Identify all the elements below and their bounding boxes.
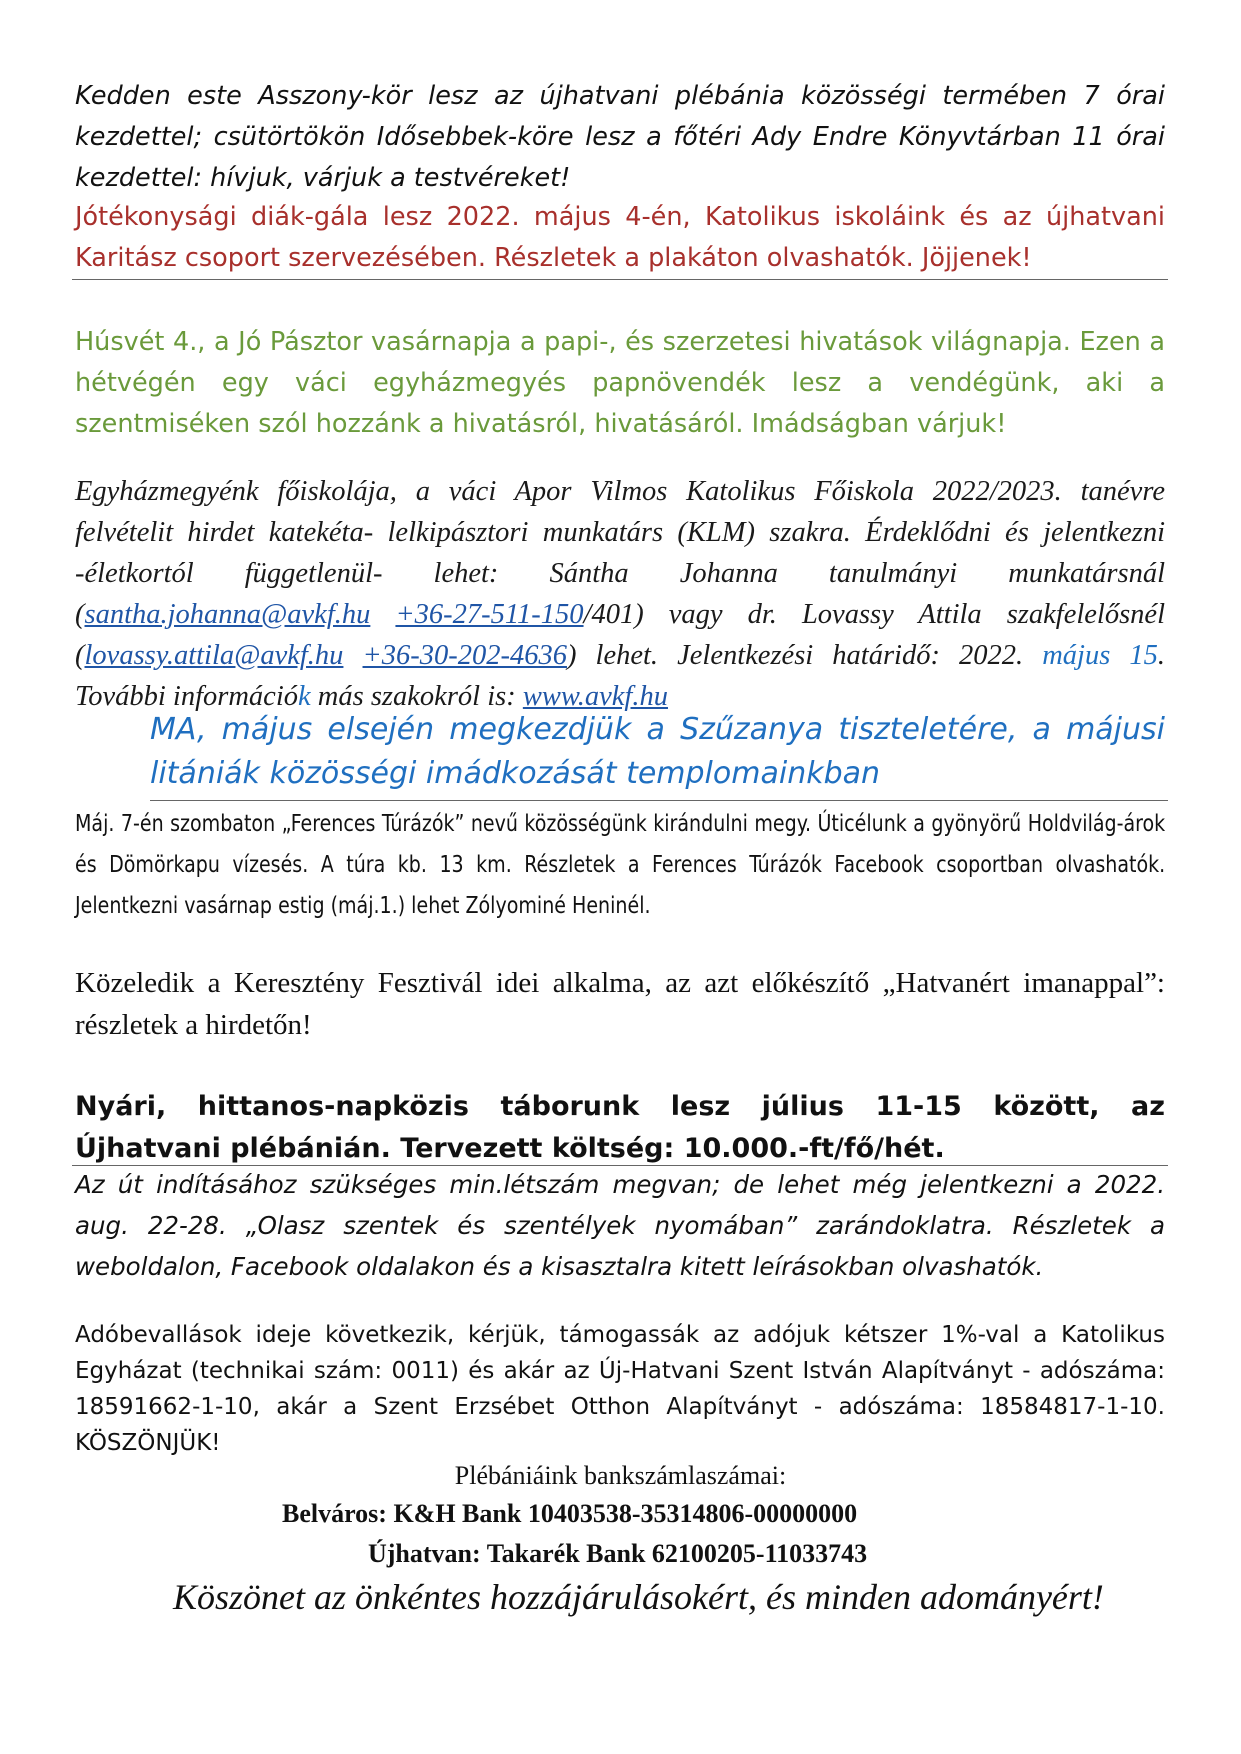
bank-accounts-title: Plébániáink bankszámlaszámai: — [454, 1461, 787, 1490]
announcement-jo-pasztor: Húsvét 4., a Jó Pásztor vasárnapja a papi-, és szerzetesi hivatások világnapja. Ezen a hétvégén egy váci egyházmegyés papnövendék lesz a vendégünk, aki a szentmiséken szól hozzánk a hivatásról, hivatásáról. Imádságban várjuk! — [75, 327, 1165, 439]
announcement-majusi-litania: MA, május elsején megkezdjük a Szűzanya tiszteletére, a májusi litániák közösségi imádkozását templomainkban — [150, 712, 1165, 791]
divider — [150, 800, 1168, 801]
thanks-message: Köszönet az önkéntes hozzájárulásokért, és minden adományért! — [173, 1577, 1104, 1617]
announcement-kereszteny-fesztival: Közeledik a Keresztény Fesztivál idei alkalma, az azt előkészítő „Hatvanért imanappal”: részletek a hirdetőn! — [75, 967, 1165, 1041]
bank-account-ujhatvan: Újhatvan: Takarék Bank 62100205-11033743 — [368, 1539, 868, 1568]
announcement-ferences-turazok: Máj. 7-én szombaton „Ferences Túrázók” nevű közösségünk kirándulni megy. Úticélunk a gyönyörű Holdvilág-árok és Dömörkapu vízesés. A túra kb. 13 km. Részletek a Ferences Túrázók Facebook csoportban olvashatók. Jelentkezni vasárnap estig (máj.1.) lehet Zólyominé Heninél. — [75, 811, 1166, 919]
announcement-avkf-admission: Egyházmegyénk főiskolája, a váci Apor Vilmos Katolikus Főiskola 2022/2023. tanévre felvételit hirdet katekéta- lelkipásztori munkatárs (KLM) szakra. Érdeklődni és jelentkezni -életkortól függetlenül- lehet: Sántha Johanna tanulmányi munkatársnál (santha.johanna@avkf.hu +36-27-511-150/401) vagy dr. Lovassy Attila szakfelelősnél (lovassy.attila@avkf.hu +36-30-202-4636) lehet. Jelentkezési határidő: 2022. május 15. További információk más szakokról is: www.avkf.hu — [75, 476, 1166, 712]
announcement-adobevallas: Adóbevallások ideje következik, kérjük, támogassák az adójuk kétszer 1%-val a Katolikus Egyházat (technikai szám: 0011) és akár az Új-Hatvani Szent István Alapítványt - adószáma: 18591662-1-10, akár a Szent Erzsébet Otthon Alapítványt - adószáma: 18584817-1-10. KÖSZÖNJÜK! — [75, 1322, 1165, 1456]
phone-link-santha[interactable]: +36-27-511-150 — [395, 599, 584, 630]
announcement-asszony-kor: Kedden este Asszony-kör lesz az újhatvani plébánia közösségi termében 7 órai kezdettel; csütörtökön Idősebbek-köre lesz a főtéri Ady Endre Könyvtárban 11 órai kezdettel: hívjuk, várjuk a testvéreket! — [75, 81, 1165, 193]
email-link-santha[interactable]: santha.johanna@avkf.hu — [84, 599, 371, 630]
email-link-lovassy[interactable]: lovassy.attila@avkf.hu — [84, 640, 344, 671]
announcement-diak-gala: Jótékonysági diák-gála lesz 2022. május 4-én, Katolikus iskoláink és az újhatvani Karitász csoport szervezésében. Részletek a plakáton olvashatók. Jöjjenek! — [75, 202, 1165, 273]
website-link[interactable]: www.avkf.hu — [522, 681, 668, 712]
announcement-nyari-tabor: Nyári, hittanos-napközis táborunk lesz július 11-15 között, az Újhatvani plébánián. Tervezett költség: 10.000.-ft/fő/hét. — [75, 1091, 1165, 1164]
bank-account-belvaros: Belváros: K&H Bank 10403538-35314806-00000000 — [282, 1499, 858, 1528]
phone-link-lovassy[interactable]: +36-30-202-4636 — [362, 640, 567, 671]
divider — [72, 279, 1168, 280]
announcement-zarandoklat: Az út indításához szükséges min.létszám megvan; de lehet még jelentkezni a 2022. aug. 22-28. „Olasz szentek és szentélyek nyomában” zarándoklatra. Részletek a weboldalon, Facebook oldalakon és a kisasztalra kitett leírásokban olvashatók. — [75, 1170, 1165, 1281]
deadline-date: május 15 — [1042, 640, 1158, 671]
